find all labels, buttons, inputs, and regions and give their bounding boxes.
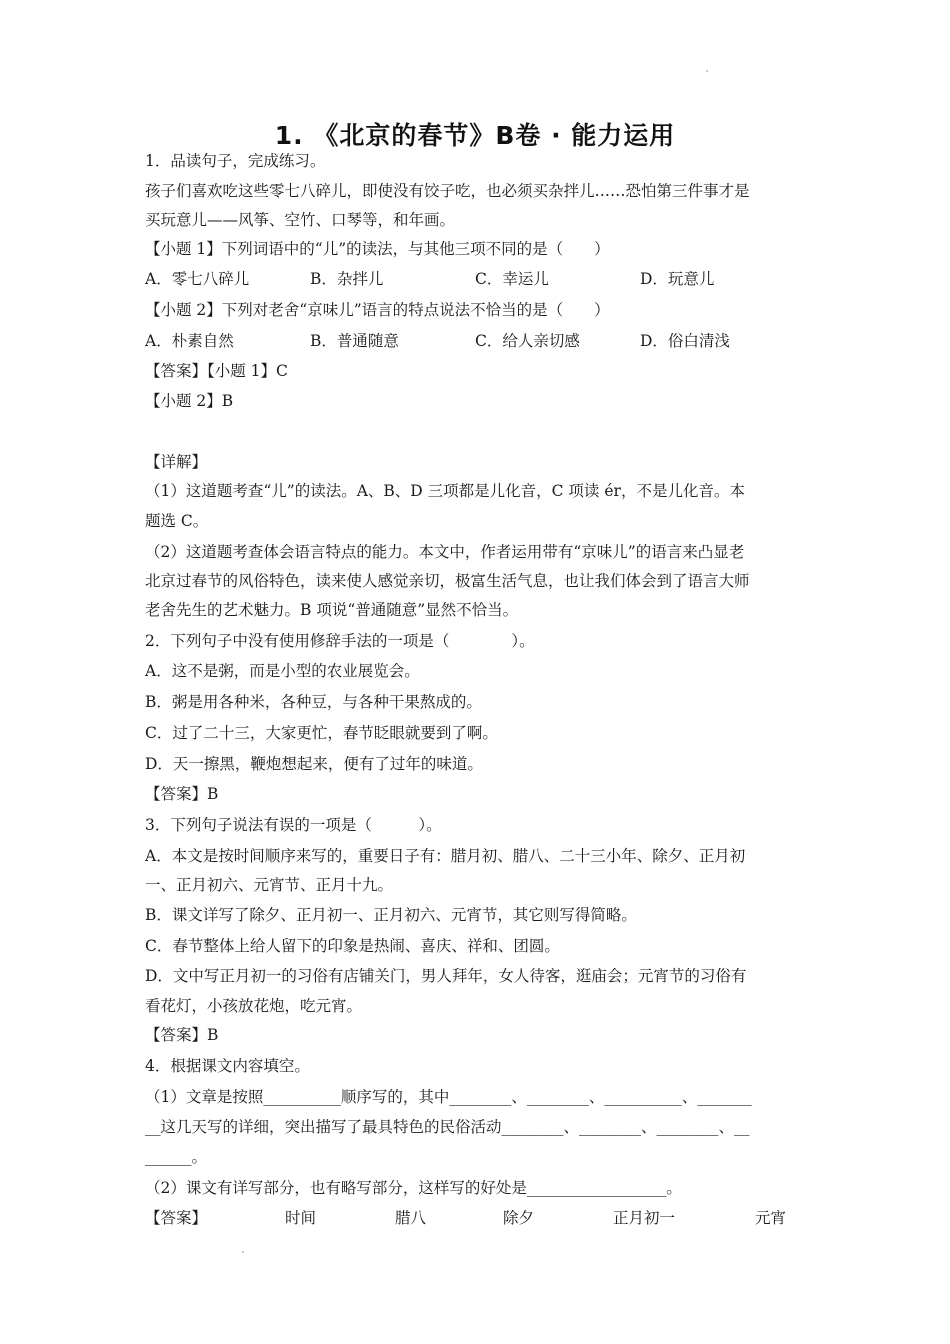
q4-answer-2: 腊八: [395, 1209, 427, 1227]
option-c: C．幸运儿: [475, 270, 549, 288]
q4-part1-line-1: （1）文章是按照__________顺序写的，其中________、________、__________、_______: [145, 1088, 752, 1106]
q1-detail-1a: （1）这道题考查“儿”的读法。A、B、D 三项都是儿化音，C 项读 ér，不是儿化音。本: [145, 482, 745, 500]
option-b: B．普通随意: [310, 332, 399, 350]
q1-detail-1b: 题选 C。: [145, 512, 209, 530]
q3-answer: 【答案】B: [145, 1026, 219, 1044]
q3-option-d-line-1: D．文中写正月初一的习俗有店铺关门，男人拜年，女人待客，逛庙会；元宵节的习俗有: [145, 967, 747, 985]
bottom-mark: [242, 1251, 244, 1253]
q1-answer-2: 【小题 2】B: [145, 392, 234, 410]
q1-detail-2a: （2）这道题考查体会语言特点的能力。本文中，作者运用带有“京味儿”的语言来凸显老: [145, 543, 745, 561]
q3-option-d-line-2: 看花灯，小孩放花炮，吃元宵。: [145, 997, 363, 1015]
q1-sub1-question: 【小题 1】下列词语中的“儿”的读法，与其他三项不同的是（ ）: [145, 240, 610, 258]
q2-answer: 【答案】B: [145, 785, 219, 803]
q1-detail-2b: 北京过春节的风俗特色，读来使人感觉亲切，极富生活气息，也让我们体会到了语言大师: [145, 572, 750, 590]
q1-detail-label: 【详解】: [145, 453, 208, 471]
option-d: D．玩意儿: [640, 270, 715, 288]
q2-option-a: A．这不是粥，而是小型的农业展览会。: [145, 662, 420, 680]
q4-answer-5: 元宵: [755, 1209, 787, 1227]
q4-answer-3: 除夕: [503, 1209, 535, 1227]
q4-part2: （2）课文有详写部分，也有略写部分，这样写的好处是__________________。: [145, 1179, 682, 1197]
q4-part1-line-3: ______。: [145, 1148, 208, 1166]
q1-answer-1: 【答案】【小题 1】C: [145, 362, 288, 380]
option-a: A．朴素自然: [145, 332, 234, 350]
option-c: C．给人亲切感: [475, 332, 580, 350]
q3-option-c: C．春节整体上给人留下的印象是热闹、喜庆、祥和、团圆。: [145, 937, 560, 955]
q1-passage-line-1: 孩子们喜欢吃这些零七八碎儿，即使没有饺子吃，也必须买杂拌儿……恐怕第三件事才是: [145, 182, 750, 200]
option-b: B．杂拌儿: [310, 270, 384, 288]
option-a: A．零七八碎儿: [145, 270, 250, 288]
q3-option-b: B．课文详写了除夕、正月初一、正月初六、元宵节，其它则写得简略。: [145, 906, 637, 924]
option-d: D．俗白清浅: [640, 332, 730, 350]
q4-part1-line-2: __这几天写的详细，突出描写了最具特色的民俗活动________、________、________、__: [145, 1118, 750, 1136]
q1-detail-2c: 老舍先生的艺术魅力。B 项说“普通随意”显然不恰当。: [145, 601, 519, 619]
q2-option-b: B．粥是用各种米，各种豆，与各种干果熬成的。: [145, 693, 482, 711]
q4-answer-1: 时间: [285, 1209, 317, 1227]
q2-stem: 2．下列句子中没有使用修辞手法的一项是（ ）。: [145, 632, 535, 650]
q4-answer-label: 【答案】: [145, 1209, 208, 1227]
q1-passage-line-2: 买玩意儿——风筝、空竹、口琴等，和年画。: [145, 211, 456, 229]
q2-option-d: D．天一擦黑，鞭炮想起来，便有了过年的味道。: [145, 755, 483, 773]
q4-stem: 4．根据课文内容填空。: [145, 1057, 310, 1075]
q1-sub2-question: 【小题 2】下列对老舍“京味儿”语言的特点说法不恰当的是（ ）: [145, 301, 610, 319]
q3-stem: 3．下列句子说法有误的一项是（ ）。: [145, 816, 442, 834]
q3-option-a-line-1: A．本文是按时间顺序来写的，重要日子有：腊月初、腊八、二十三小年、除夕、正月初: [145, 847, 746, 865]
q4-answer-4: 正月初一: [613, 1209, 676, 1227]
q2-option-c: C．过了二十三，大家更忙，春节眨眼就要到了啊。: [145, 724, 498, 742]
q3-option-a-line-2: 一、正月初六、元宵节、正月十九。: [145, 876, 394, 894]
page-title: 1. 《北京的春节》B卷 · 能力运用: [274, 121, 676, 150]
q1-stem: 1．品读句子，完成练习。: [145, 152, 326, 170]
corner-mark: [706, 70, 708, 72]
